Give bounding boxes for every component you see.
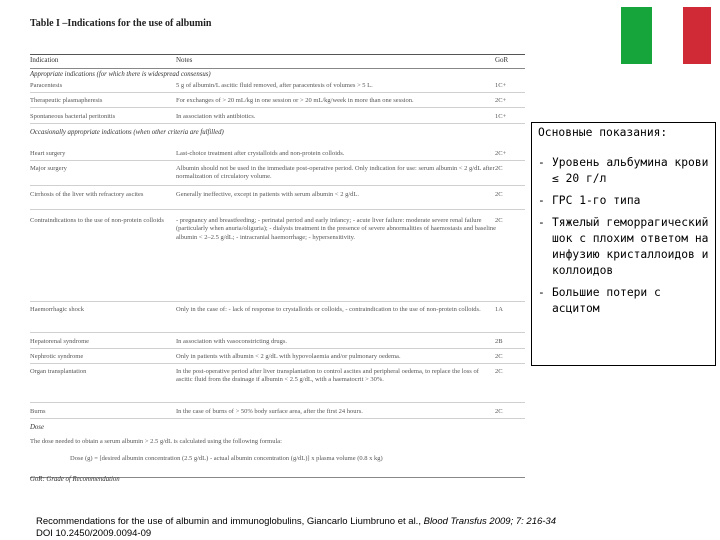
header-gor: GoR [495,56,509,64]
row-indication: Nephrotic syndrome [30,353,84,360]
table-top-rule [30,54,525,55]
flag-green-stripe [621,7,652,64]
row-notes: In the post-operative period after liver transplantation to control ascites and peripheral oedema, to replace the loss of ascitic fluid from the drainage if albumin < 2.5 g/dL, with a haematocrit > 30%. [176,368,479,384]
table-row [30,113,525,124]
row-gor: 2B [495,338,503,345]
table-row [30,150,525,161]
row-notes: 5 g of albumin/L ascitic fluid removed, after paracentesis of volumes > 5 L. [176,82,373,89]
row-gor: 2C [495,408,503,415]
albumin-table [30,14,525,484]
row-indication: Spontaneous bacterial peritonitis [30,113,116,120]
dose-heading: Dose [30,424,44,431]
citation-footer [36,516,716,539]
table-row [30,368,525,403]
row-indication: Organ transplantation [30,368,87,375]
bullet-dash: - [538,216,545,229]
header-indication: Indication [30,56,59,64]
row-gor: 2C [495,353,503,360]
row-indication: Paracentesis [30,82,63,89]
list-item [538,155,712,187]
row-notes: For exchanges of > 20 mL/kg in one session or > 20 mL/kg/week in more than one session. [176,97,414,104]
citation-text: Recommendations for the use of albumin and immunoglobulins, Giancarlo Liumbruno et al., [36,516,421,527]
table-row [30,338,525,349]
flag-red-stripe [683,7,711,64]
row-notes: In association with antibiotics. [176,113,256,120]
row-gor: 2C [495,165,503,172]
row-indication: Therapeutic plasmapheresis [30,97,103,104]
italian-flag [621,7,711,64]
row-gor: 2C [495,191,503,198]
row-gor: 1C+ [495,113,507,120]
row-indication: Cirrhosis of the liver with refractory ascites [30,191,144,198]
list-item-text: ГРС 1-го типа [552,194,641,207]
flag-white-stripe [652,7,683,64]
row-indication: Haemorrhagic shock [30,306,84,313]
list-item-text: Большие потери с асцитом [552,286,661,315]
citation-journal: Blood Transfus 2009; 7: 216-34 [423,516,556,527]
table-row [30,97,525,108]
table-row [30,217,525,302]
row-gor: 2C+ [495,150,507,157]
row-gor: 2C [495,368,503,375]
row-indication: Heart surgery [30,150,66,157]
table-row [30,82,525,93]
indications-list [538,155,712,323]
row-gor: 1A [495,306,503,313]
row-notes: Only in the case of: - lack of response to crystalloids or colloids, - contraindication to the use of non-protein colloids. [176,306,481,313]
bullet-dash: - [538,286,545,299]
bullet-dash: - [538,156,545,169]
row-notes: - pregnancy and breastfeeding; - perinatal period and early infancy; - acute liver failure: moderate severe renal failure (particularly when anuria/oliguria); - dialysis treatment in the presence of severe abnormalities of haemostasis and baseline albumin < 2–2.5 g/dL; - intracranial haemorrhage; - hypersensitivity. [176,217,497,241]
list-item [538,193,712,209]
table-row [30,191,525,210]
key-indications-box [531,122,716,366]
table-row [30,306,525,333]
bullet-dash: - [538,194,545,207]
table-title: Table I –Indications for the use of albumin [30,18,212,29]
row-gor: 2C [495,217,503,224]
row-notes: Last-choice treatment after crystalloids and non-protein colloids. [176,150,345,157]
section-appropriate: Appropriate indications (for which there is widespread consensus) [30,71,211,78]
list-item [538,215,712,279]
row-gor: 1C+ [495,82,507,89]
row-indication: Major surgery [30,165,67,172]
box-title: Основные показания: [538,126,668,139]
section-occasional: Occasionally appropriate indications (when other criteria are fulfilled) [30,129,224,136]
dose-formula: Dose (g) = [desired albumin concentration (2.5 g/dL) - actual albumin concentration (g/dL)] x plasma volume (0.8 x kg) [70,455,383,462]
table-header-rule [30,68,525,69]
table-row [30,353,525,364]
row-indication: Contraindications to the use of non-protein colloids [30,217,164,224]
citation-doi: DOI 10.2450/2009.0094-09 [36,527,152,539]
dose-text: The dose needed to obtain a serum albumin > 2.5 g/dL is calculated using the following formula: [30,438,282,445]
table-row [30,408,525,419]
gor-legend: GoR: Grade of Recommendation [30,476,120,483]
row-notes: Generally ineffective, except in patients with serum albumin < 2 g/dL. [176,191,359,198]
list-item-text: Уровень альбумина крови ≤ 20 г/л [552,156,709,185]
row-notes: In the case of burns of > 50% body surface area, after the first 24 hours. [176,408,363,415]
row-gor: 2C+ [495,97,507,104]
list-item [538,285,712,317]
row-notes: Albumin should not be used in the immediate post-operative period. Only indication for use: serum albumin < 2 g/dL after normalization of circulatory volume. [176,165,495,181]
row-notes: Only in patients with albumin < 2 g/dL with hypovolaemia and/or pulmonary oedema. [176,353,401,360]
list-item-text: Тяжелый геморрагический шок с плохим ответом на инфузию кристаллоидов и коллоидов [552,216,709,277]
row-notes: In association with vasoconstricting drugs. [176,338,288,345]
table-row [30,165,525,186]
row-indication: Burns [30,408,46,415]
row-indication: Hepatorenal syndrome [30,338,90,345]
header-notes: Notes [176,56,193,64]
